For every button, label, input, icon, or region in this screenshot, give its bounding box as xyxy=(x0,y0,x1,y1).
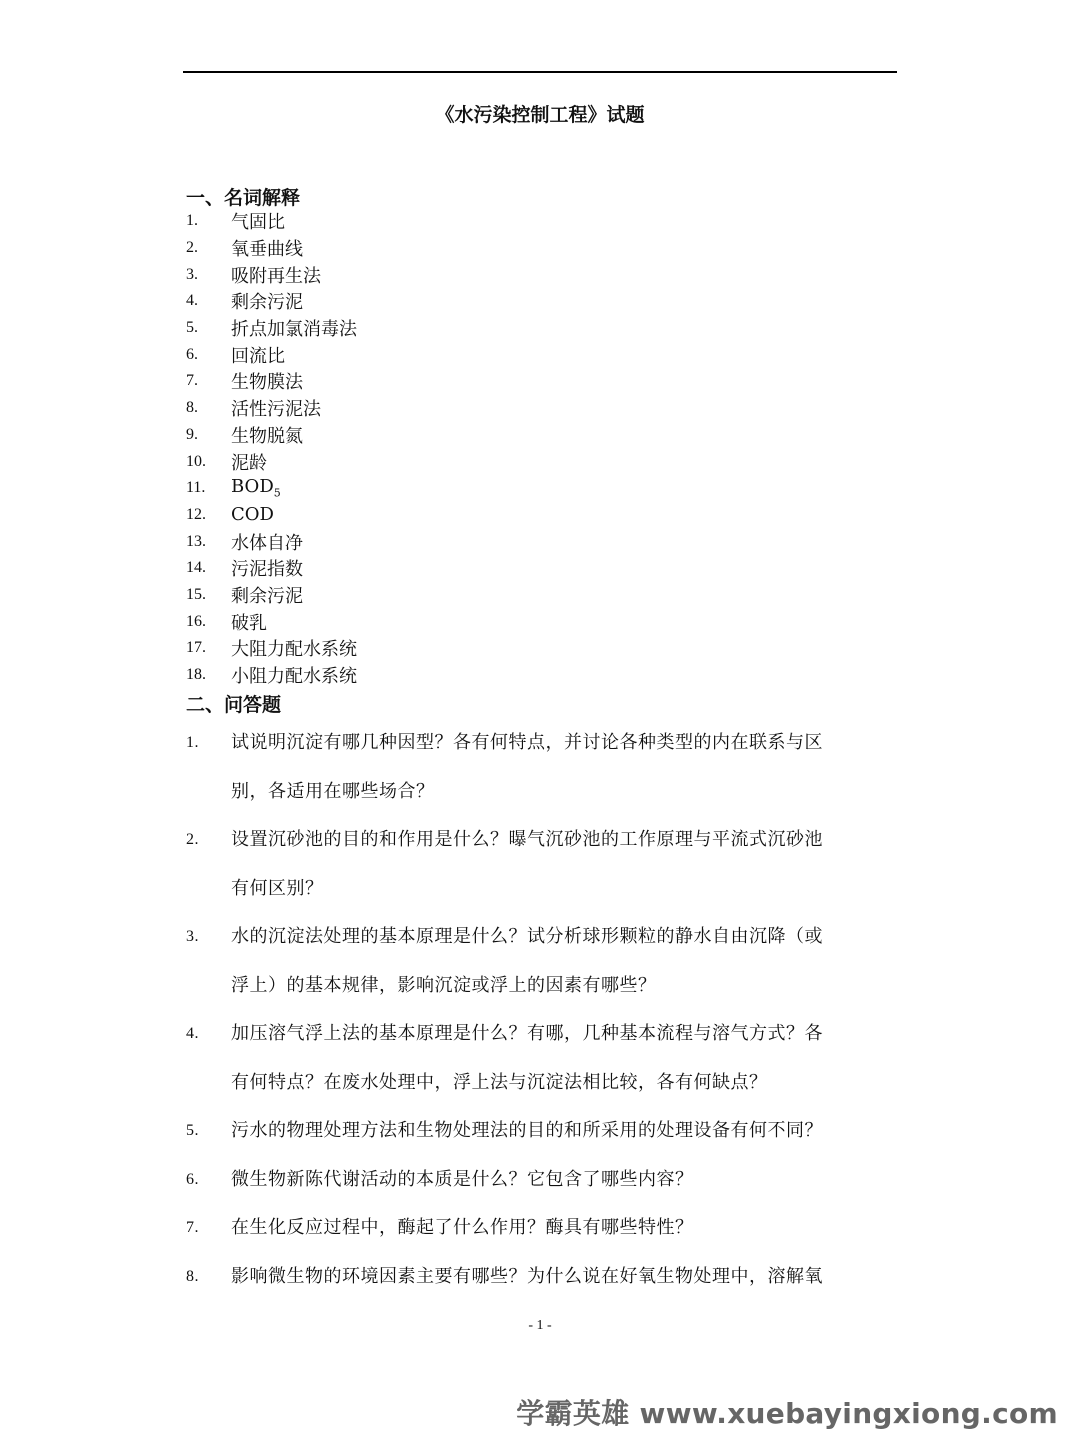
term-text xyxy=(231,662,357,688)
term-item xyxy=(186,448,357,475)
term-number: 16. xyxy=(186,612,206,630)
term-text xyxy=(231,529,303,555)
section-heading-questions: 二、问答题 xyxy=(186,694,282,716)
term-text xyxy=(231,476,281,500)
question-item xyxy=(186,925,896,974)
term-number: 11. xyxy=(186,479,206,497)
term-text xyxy=(231,288,303,314)
term-number: 18. xyxy=(186,666,206,684)
term-item xyxy=(186,395,357,422)
term-item xyxy=(186,475,357,502)
term-item xyxy=(186,288,357,315)
question-item xyxy=(186,1216,896,1265)
term-text-main: 污泥指数 xyxy=(231,559,303,581)
term-item xyxy=(186,502,357,529)
term-text xyxy=(231,208,285,234)
term-text-main: 破乳 xyxy=(231,612,267,634)
term-item xyxy=(186,635,357,662)
term-text-main: 生物膜法 xyxy=(231,372,303,394)
question-text: 试说明沉淀有哪几种因型？各有何特点，并讨论各种类型的内在联系与区 xyxy=(231,732,823,753)
question-text: 污水的物理处理方法和生物处理法的目的和所采用的处理设备有何不同？ xyxy=(231,1120,823,1141)
term-text xyxy=(231,315,357,341)
term-number: 3. xyxy=(186,265,198,283)
page-title: 《水污染控制工程》试题 xyxy=(435,104,645,126)
question-number: 4. xyxy=(186,1025,199,1042)
term-text xyxy=(231,395,321,421)
term-text xyxy=(231,609,267,635)
question-text: 加压溶气浮上法的基本原理是什么？有哪，几种基本流程与溶气方式？各 xyxy=(231,1023,823,1044)
term-text-main: 氧垂曲线 xyxy=(231,239,303,261)
question-number: 5. xyxy=(186,1122,199,1139)
term-text-main: 活性污泥法 xyxy=(231,399,321,421)
term-text xyxy=(231,582,303,608)
term-text xyxy=(231,342,285,368)
term-text-main: 剩余污泥 xyxy=(231,292,303,314)
term-text-main: 气固比 xyxy=(231,212,285,234)
term-text-main: 小阻力配水系统 xyxy=(231,666,357,688)
term-number: 4. xyxy=(186,292,198,310)
term-text-main: 回流比 xyxy=(231,345,285,367)
question-number: 8. xyxy=(186,1267,199,1285)
term-item xyxy=(186,422,357,449)
term-number: 15. xyxy=(186,585,206,603)
question-text: 微生物新陈代谢活动的本质是什么？它包含了哪些内容？ xyxy=(231,1168,694,1190)
question-text: 设置沉砂池的目的和作用是什么？曝气沉砂池的工作原理与平流式沉砂池 xyxy=(231,829,823,850)
section-heading-terms: 一、名词解释 xyxy=(186,187,301,209)
question-continuation: 有何特点？在废水处理中，浮上法与沉淀法相比较，各有何缺点？ xyxy=(231,1071,768,1093)
term-text xyxy=(231,504,274,525)
term-number: 8. xyxy=(186,399,198,417)
question-continuation: 别，各适用在哪些场合？ xyxy=(231,780,435,802)
header-rule xyxy=(183,71,897,73)
term-text xyxy=(231,422,303,448)
term-text-main: 水体自净 xyxy=(231,532,303,554)
term-number: 6. xyxy=(186,345,198,363)
term-number: 14. xyxy=(186,559,206,577)
term-item xyxy=(186,341,357,368)
question-number: 2. xyxy=(186,831,199,848)
term-item xyxy=(186,662,357,689)
term-item xyxy=(186,528,357,555)
term-item xyxy=(186,582,357,609)
question-list xyxy=(186,731,896,1313)
term-text-main: 泥龄 xyxy=(231,452,267,474)
term-item xyxy=(186,261,357,288)
question-text: 在生化反应过程中，酶起了什么作用？酶具有哪些特性？ xyxy=(231,1217,694,1238)
term-item xyxy=(186,608,357,635)
term-text xyxy=(231,262,321,288)
watermark-text: 学霸英雄 www.xuebayingxiong.com xyxy=(516,1397,1058,1430)
term-text-main: 生物脱氮 xyxy=(231,425,303,447)
term-number: 17. xyxy=(186,639,206,657)
question-number: 3. xyxy=(186,928,199,945)
page-number: - 1 - xyxy=(528,1318,552,1333)
term-text xyxy=(231,449,267,475)
term-text xyxy=(231,368,303,394)
question-item xyxy=(186,1168,896,1217)
term-number: 13. xyxy=(186,532,206,550)
term-text xyxy=(231,635,357,661)
term-number: 7. xyxy=(186,372,198,390)
question-text: 水的沉淀法处理的基本原理是什么？试分析球形颗粒的静水自由沉降（或 xyxy=(231,926,823,947)
question-number: 1. xyxy=(186,734,199,751)
term-item xyxy=(186,368,357,395)
term-number: 12. xyxy=(186,505,206,523)
question-number: 7. xyxy=(186,1219,199,1236)
question-continuation: 有何区别？ xyxy=(231,877,324,899)
term-text-main: 剩余污泥 xyxy=(231,585,303,607)
term-item xyxy=(186,315,357,342)
term-text-main: BOD xyxy=(231,476,274,498)
question-item xyxy=(186,828,896,877)
question-item xyxy=(186,1022,896,1071)
question-item xyxy=(186,1265,896,1314)
term-item xyxy=(186,555,357,582)
term-number: 10. xyxy=(186,452,206,470)
question-text: 影响微生物的环境因素主要有哪些？为什么说在好氧生物处理中，溶解氧 xyxy=(231,1265,823,1287)
term-text-main: 吸附再生法 xyxy=(231,265,321,287)
term-number: 9. xyxy=(186,425,198,443)
term-number: 5. xyxy=(186,319,198,337)
term-item xyxy=(186,235,357,262)
term-number: 2. xyxy=(186,239,198,257)
term-text xyxy=(231,555,303,581)
term-text-main: 大阻力配水系统 xyxy=(231,639,357,661)
term-text xyxy=(231,235,303,261)
term-text-main: 折点加氯消毒法 xyxy=(231,319,357,341)
term-item xyxy=(186,208,357,235)
term-number: 1. xyxy=(186,212,198,230)
question-continuation: 浮上）的基本规律，影响沉淀或浮上的因素有哪些？ xyxy=(231,974,657,996)
question-number: 6. xyxy=(186,1170,199,1188)
term-list xyxy=(186,208,357,688)
question-item xyxy=(186,1119,896,1168)
question-item xyxy=(186,731,896,780)
term-text-main: COD xyxy=(231,504,274,526)
term-subscript: 5 xyxy=(273,487,281,501)
